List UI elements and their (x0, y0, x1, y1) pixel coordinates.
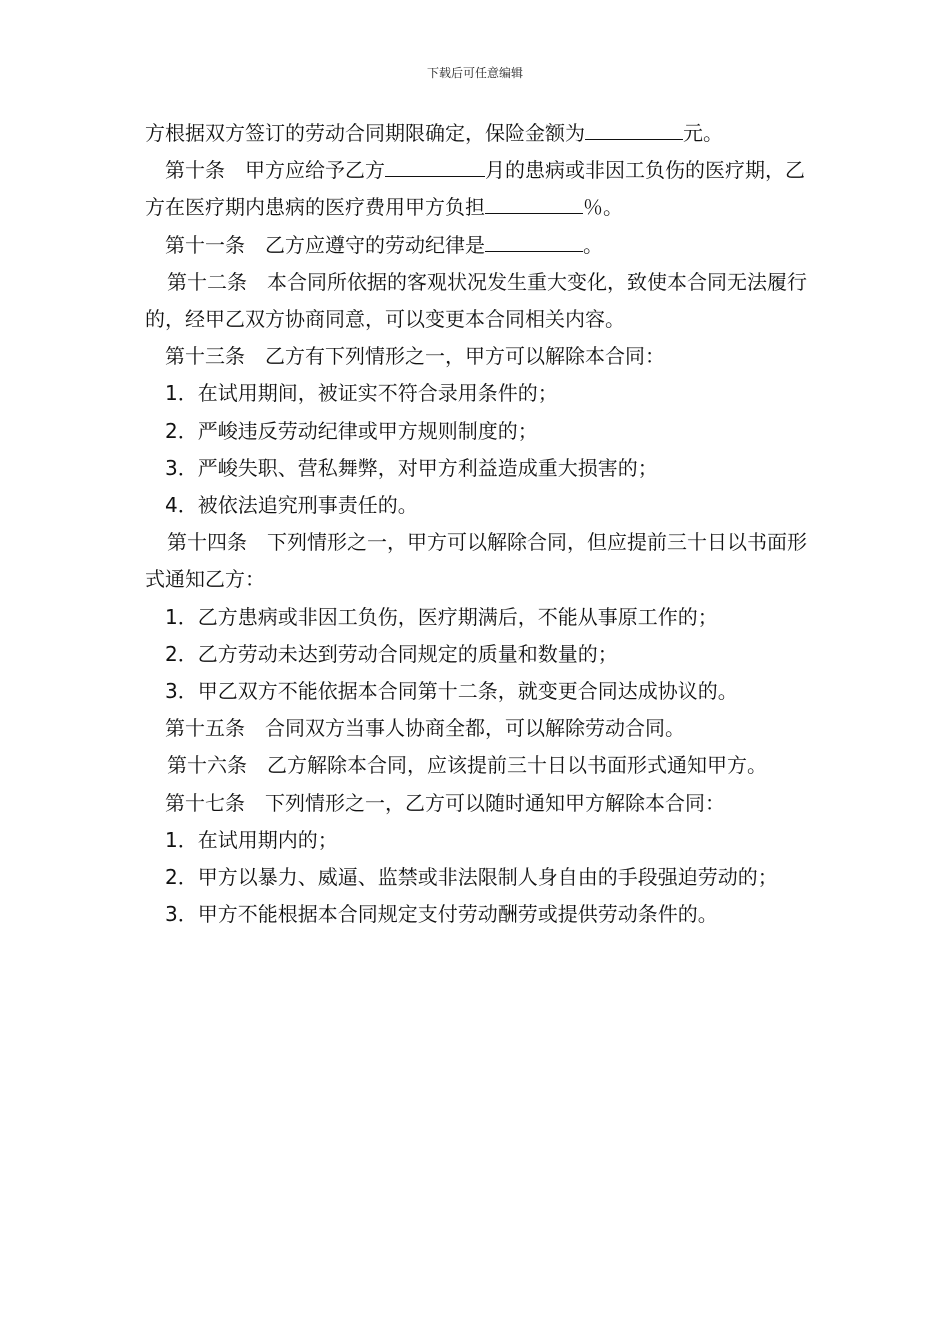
article-15: 第十五条 合同双方当事人协商全都，可以解除劳动合同。 (165, 716, 685, 741)
article-12: 第十二条 本合同所依据的客观状况发生重大变化，致使本合同无法履行的，经甲乙双方协商同意，可以变更本合同相关内容。 (145, 269, 807, 332)
blank-medical-percent (485, 191, 583, 214)
blank-insurance-amount (585, 117, 683, 140)
article-17-item-2: 2．甲方以暴力、威逼、监禁或非法限制人身自由的手段强迫劳动的； (165, 865, 778, 890)
article-17-item-1: 1．在试用期内的； (165, 827, 338, 852)
article-16: 第十六条 乙方解除本合同，应该提前三十日以书面形式通知甲方。 (167, 753, 767, 778)
article-13: 第十三条 乙方有下列情形之一，甲方可以解除本合同： (165, 344, 665, 369)
article-13-item-2: 2．严峻违反劳动纪律或甲方规则制度的； (165, 418, 538, 443)
article-13-item-4: 4．被依法追究刑事责任的。 (165, 493, 418, 518)
article-14-item-3: 3．甲乙双方不能依据本合同第十二条，就变更合同达成协议的。 (165, 679, 738, 704)
paragraph-insurance: 方根据双方签订的劳动合同期限确定，保险金额为 元。 (145, 115, 810, 152)
article-17: 第十七条 下列情形之一，乙方可以随时通知甲方解除本合同： (165, 790, 725, 815)
article-11: 第十一条 乙方应遵守的劳动纪律是 。 (145, 227, 810, 264)
article-14: 第十四条 下列情形之一，甲方可以解除合同，但应提前三十日以书面形式通知乙方： (145, 530, 807, 592)
document-body (145, 115, 810, 933)
article-13-item-1: 1．在试用期间，被证实不符合录用条件的； (165, 381, 558, 406)
blank-labor-discipline (485, 229, 583, 252)
article-13-item-3: 3．严峻失职、营私舞弊，对甲方利益造成重大损害的； (165, 455, 658, 480)
article-14-item-1: 1．乙方患病或非因工负伤，医疗期满后，不能从事原工作的； (165, 604, 718, 629)
page-header: 下载后可任意编辑 (426, 66, 523, 80)
article-10: 第十条 甲方应给予乙方 月的患病或非因工负伤的医疗期，乙方在医疗期内患病的医疗费用甲方负担 ％。 (145, 152, 810, 226)
article-17-item-3: 3．甲方不能根据本合同规定支付劳动酬劳或提供劳动条件的。 (165, 902, 718, 927)
article-14-item-2: 2．乙方劳动未达到劳动合同规定的质量和数量的； (165, 641, 618, 666)
blank-medical-months (385, 154, 485, 177)
